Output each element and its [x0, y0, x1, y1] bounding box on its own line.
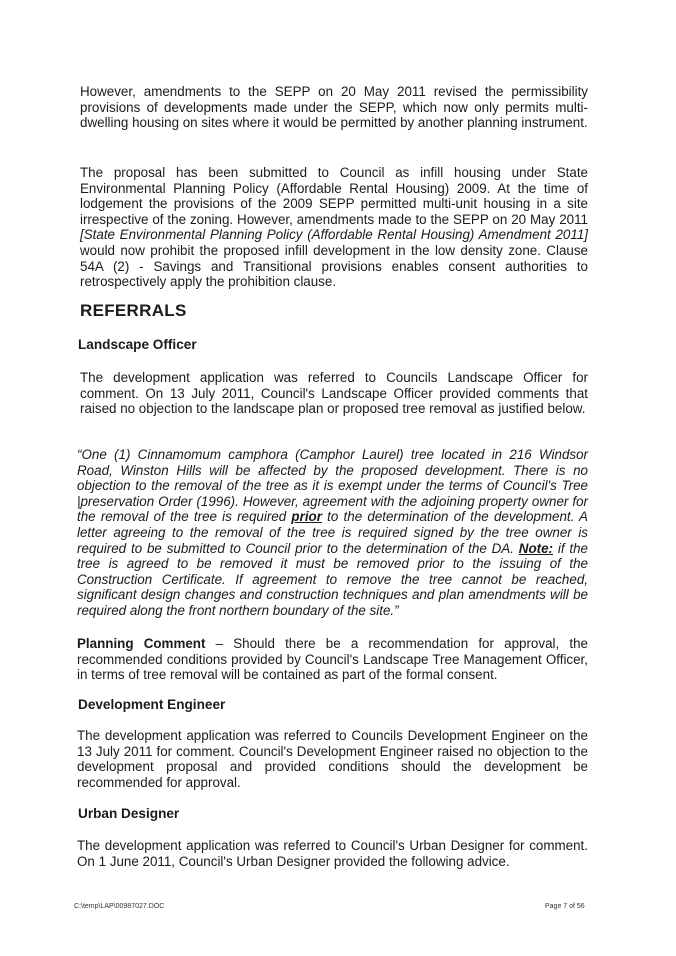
engineer-referral-paragraph: The development application was referred to Councils Development Engineer on the 13 July 2011 for comment. Council's Development Engineer raised no objection to the development proposal and provided conditions should the development be recommended for approval.	[77, 728, 588, 790]
planning-comment-text: – Should there be a recommendation for approval, the recommended conditions provided by Council's Landscape Tree Management Officer, in terms of tree removal will be contained as part of the formal consent.	[77, 636, 588, 683]
planning-comment-paragraph	[77, 636, 588, 683]
proposal-paragraph	[80, 165, 588, 290]
proposal-text-b: would now prohibit the proposed infill development in the low density zone. Clause 54A (2) - Savings and Transitional provisions enables consent authorities to retrospectively apply the prohibition clause.	[80, 242, 588, 290]
proposal-text-a: The proposal has been submitted to Council as infill housing under State Environmental Planning Policy (Affordable Rental Housing) 2009. At the time of lodgement the provisions of the 2009 SEPP permitted multi-unit housing in a site irrespective of the zoning. However, amendments made to the SEPP on 20 May 2011	[80, 165, 588, 227]
quote-text-1: “One (1) Cinnamomum camphora (Camphor Laurel) tree located in 216 Windsor Road, Winston Hills will be affected by the proposed development. There is no objection to the removal of the tree as it is exempt under the terms of Council's Tree |preservation Order (1996). However, agreement with the adjoining property owner for the removal of the tree is required	[77, 447, 588, 525]
quote-text-3: if the tree is agreed to be removed it must be removed prior to the issuing of the Construction Certificate. If agreement to remove the tree cannot be reached, significant design changes and construction techniques and plan amendments will be required along the front northern boundary of the site.”	[77, 540, 588, 618]
quote-note: Note:	[518, 540, 553, 556]
referrals-heading: REFERRALS	[80, 301, 187, 320]
landscape-officer-heading: Landscape Officer	[78, 337, 197, 352]
planning-comment-label: Planning Comment	[77, 636, 206, 651]
quote-text-2: to the determination of the development. A letter agreeing to the removal of the tree is required signed by the tree owner is required to be submitted to Council prior to the determination of the DA.	[77, 509, 588, 556]
urban-designer-heading: Urban Designer	[78, 806, 180, 821]
quote-prior: prior	[291, 509, 322, 525]
footer-page-number: Page 7 of 56	[545, 903, 585, 910]
landscape-quote	[77, 447, 588, 619]
proposal-text-italic: [State Environmental Planning Policy (Affordable Rental Housing) Amendment 2011]	[80, 227, 588, 243]
urban-designer-paragraph: The development application was referred to Council's Urban Designer for comment. On 1 June 2011, Council's Urban Designer provided the following advice.	[77, 838, 588, 869]
sepp-amendment-paragraph: However, amendments to the SEPP on 20 May 2011 revised the permissibility provisions of developments made under the SEPP, which now only permits multi-dwelling housing on sites where it would be permitted by another planning instrument.	[80, 84, 588, 131]
footer-file-path: C:\temp\LAP\00987027.DOC	[74, 903, 165, 910]
development-engineer-heading: Development Engineer	[78, 697, 226, 712]
landscape-referral-paragraph: The development application was referred to Councils Landscape Officer for comment. On 13 July 2011, Council's Landscape Officer provided comments that raised no objection to the landscape plan or proposed tree removal as justified below.	[80, 370, 588, 417]
